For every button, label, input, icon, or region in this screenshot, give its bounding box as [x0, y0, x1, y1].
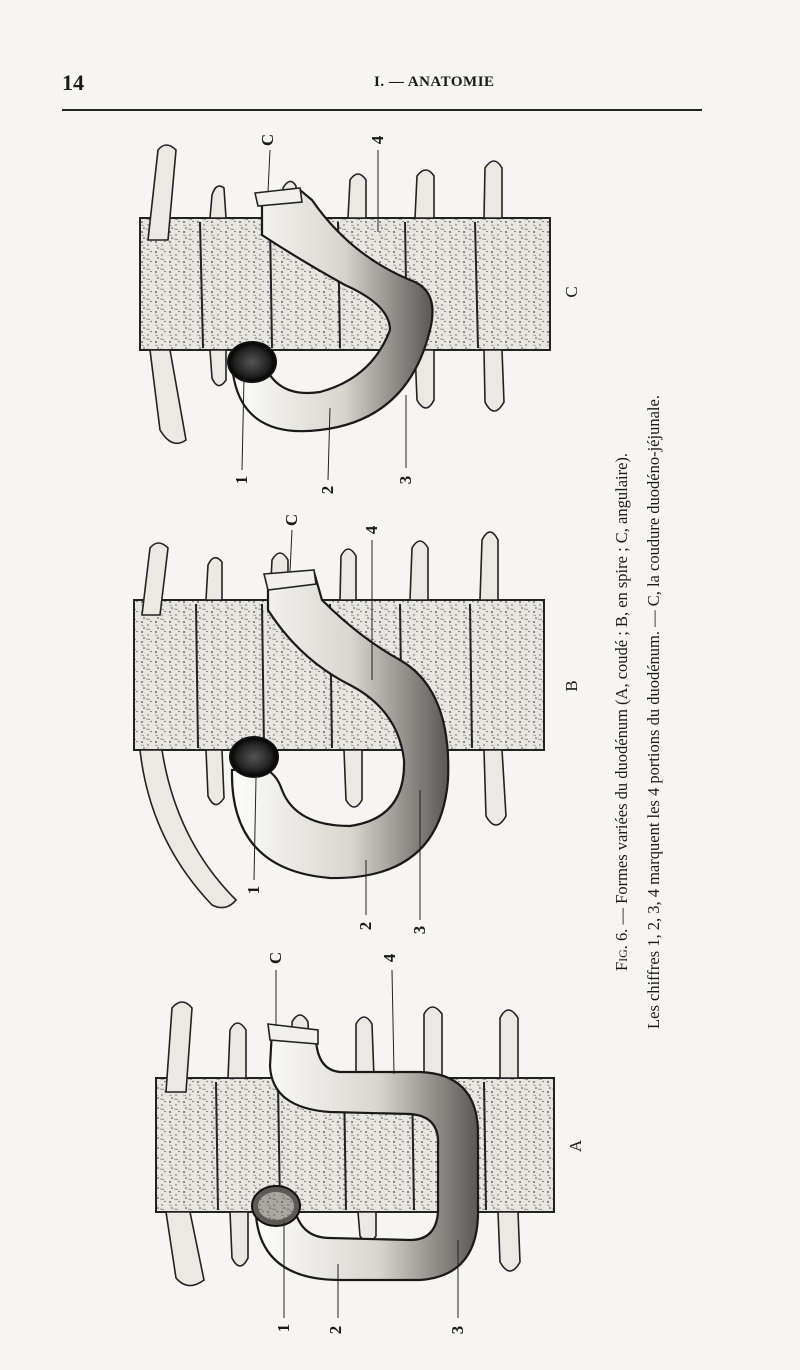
- panel-c-callout-1: 1: [232, 475, 251, 485]
- panel-b-letter: B: [562, 680, 581, 692]
- panel-c-callout-c: C: [258, 133, 277, 147]
- panel-a-callout-c: C: [266, 951, 285, 965]
- panel-c-illustration: [140, 145, 550, 480]
- running-title: I. — ANATOMIE: [374, 74, 495, 90]
- panel-a-callout-3: 3: [448, 1325, 467, 1335]
- panel-c-callout-2: 2: [318, 485, 337, 495]
- page-number: 14: [62, 70, 84, 95]
- panel-a-callout-1: 1: [274, 1323, 293, 1333]
- figure-caption-line-2: Les chiffres 1, 2, 3, 4 marquent les 4 portions du duodénum. — C, la coudure duodéno-jéjunale.: [644, 395, 663, 1029]
- panel-c-letter: C: [562, 286, 581, 298]
- panel-b-callout-2: 2: [356, 921, 375, 931]
- panel-a-callout-4: 4: [380, 953, 399, 963]
- panel-b-callout-c: C: [282, 513, 301, 527]
- figure-caption-line-1: [612, 453, 632, 971]
- panel-c-callout-4: 4: [368, 135, 387, 145]
- panel-a-illustration: [156, 970, 554, 1318]
- panel-b-callout-3: 3: [410, 925, 429, 935]
- panel-b-callout-4: 4: [362, 525, 381, 535]
- figure-caption-description: — Formes variées du duodénum (A, coudé ; B, en spire ; C, angulaire).: [612, 452, 631, 925]
- figure-caption-title: Fig. 6.: [612, 928, 631, 972]
- panel-c-callout-3: 3: [396, 475, 415, 485]
- panel-b-callout-1: 1: [244, 885, 263, 895]
- panel-a-callout-2: 2: [326, 1325, 345, 1335]
- panel-a-letter: A: [566, 1139, 585, 1153]
- panel-b-illustration: [134, 530, 544, 920]
